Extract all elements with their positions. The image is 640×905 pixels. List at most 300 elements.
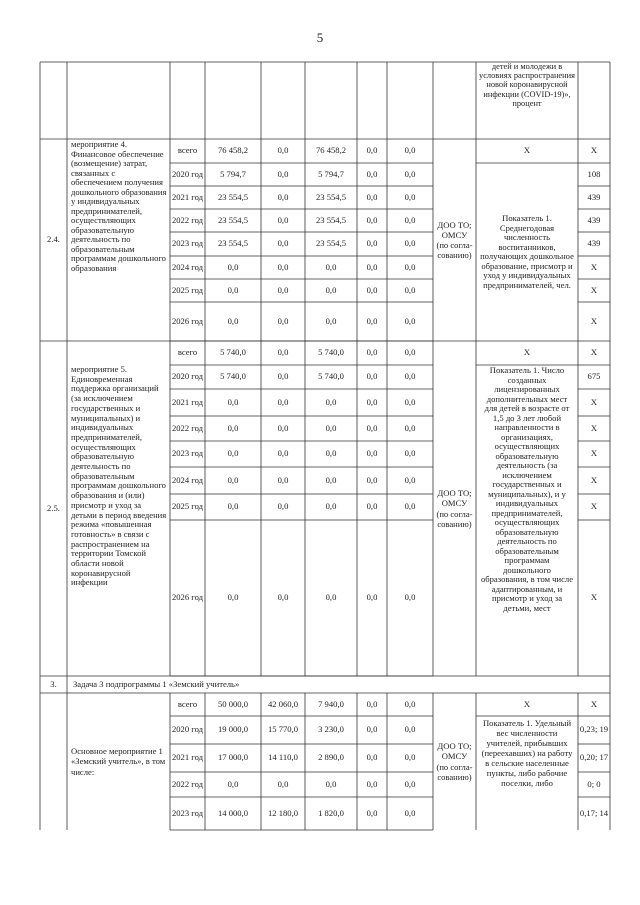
local-cell-text: 0,0 <box>366 261 378 272</box>
value-cell <box>578 341 610 365</box>
regional-cell-text: 0,0 <box>325 284 337 295</box>
regional-cell-text: 1 820,0 <box>318 807 344 818</box>
regional-cell <box>305 389 357 416</box>
indicator-x <box>476 693 578 716</box>
value-cell <box>578 232 610 256</box>
federal-cell <box>261 467 305 494</box>
row-number <box>40 341 67 676</box>
total-cell-text: 0,0 <box>227 592 239 603</box>
extra-cell <box>387 279 433 302</box>
federal-cell-text: 0,0 <box>277 778 289 789</box>
value-cell <box>578 441 610 467</box>
year-cell-text: 2026 год <box>171 315 204 326</box>
total-cell-text: 0,0 <box>227 261 239 272</box>
federal-cell-text: 0,0 <box>277 284 289 295</box>
federal-cell-text: 42 060,0 <box>267 698 299 709</box>
row-number <box>40 139 67 341</box>
extra-cell <box>387 797 433 830</box>
total-cell-text: 0,0 <box>227 315 239 326</box>
federal-cell <box>261 693 305 716</box>
federal-cell <box>261 772 305 797</box>
federal-cell <box>261 279 305 302</box>
indicator-text-cont-text: детей и молодежи в условиях распространения новой коронавирусной инфекции (COVID-19)», процент <box>479 62 575 108</box>
regional-cell-text: 2 890,0 <box>318 752 344 763</box>
year-cell-text: 2022 год <box>171 778 204 789</box>
total-cell-text: 5 740,0 <box>220 347 246 358</box>
regional-cell-text: 0,0 <box>325 448 337 459</box>
total-cell-text: 76 458,2 <box>217 145 249 156</box>
extra-cell <box>387 441 433 467</box>
executor-cell-text: ДОО ТО; ОМСУ (по согла-сованию) <box>436 741 473 782</box>
year-cell-text: 2022 год <box>171 214 204 225</box>
local-cell <box>357 797 387 830</box>
value-cell <box>578 389 610 416</box>
value-cell <box>578 520 610 676</box>
local-cell <box>357 279 387 302</box>
extra-cell <box>387 494 433 520</box>
total-cell <box>205 772 261 797</box>
value-cell-text: 0,23; 19 <box>579 724 609 735</box>
regional-cell-text: 23 554,5 <box>315 214 347 225</box>
year-cell-text: 2020 год <box>171 371 204 382</box>
total-cell <box>205 232 261 256</box>
regional-cell <box>305 693 357 716</box>
regional-cell <box>305 365 357 389</box>
regional-cell <box>305 232 357 256</box>
extra-cell <box>387 693 433 716</box>
local-cell-text: 0,0 <box>366 284 378 295</box>
regional-cell <box>305 256 357 279</box>
total-cell <box>205 139 261 163</box>
indicator-x-text: X <box>523 347 531 358</box>
year-cell-text: 2024 год <box>171 261 204 272</box>
local-cell-text: 0,0 <box>366 238 378 249</box>
extra-cell-text: 0,0 <box>404 284 416 295</box>
local-cell-text: 0,0 <box>366 371 378 382</box>
regional-cell <box>305 416 357 441</box>
year-cell-text: 2020 год <box>171 724 204 735</box>
value-cell-text: X <box>590 396 598 407</box>
federal-cell <box>261 186 305 209</box>
total-cell <box>205 797 261 830</box>
extra-cell <box>387 744 433 772</box>
total-cell-text: 0,0 <box>227 448 239 459</box>
year-cell-text: всего <box>177 698 198 709</box>
local-cell-text: 0,0 <box>366 752 378 763</box>
federal-cell-text: 0,0 <box>277 238 289 249</box>
year-cell <box>170 232 205 256</box>
regional-cell-text: 7 940,0 <box>318 698 344 709</box>
federal-cell-text: 0,0 <box>277 396 289 407</box>
total-cell-text: 0,0 <box>227 474 239 485</box>
total-cell-text: 17 000,0 <box>217 752 249 763</box>
local-cell <box>357 716 387 744</box>
year-cell <box>170 441 205 467</box>
local-cell <box>357 186 387 209</box>
total-cell <box>205 365 261 389</box>
year-cell <box>170 209 205 232</box>
federal-cell <box>261 494 305 520</box>
value-cell-text: X <box>590 315 598 326</box>
federal-cell-text: 0,0 <box>277 214 289 225</box>
local-cell-text: 0,0 <box>366 422 378 433</box>
measure-name <box>67 139 170 341</box>
extra-cell-text: 0,0 <box>404 422 416 433</box>
value-cell-text: X <box>590 145 598 156</box>
local-cell-text: 0,0 <box>366 396 378 407</box>
year-cell <box>170 693 205 716</box>
total-cell <box>205 256 261 279</box>
extra-cell-text: 0,0 <box>404 448 416 459</box>
extra-cell-text: 0,0 <box>404 191 416 202</box>
extra-cell-text: 0,0 <box>404 724 416 735</box>
regional-cell-text: 5 740,0 <box>318 371 344 382</box>
local-cell <box>357 209 387 232</box>
regional-cell-text: 0,0 <box>325 474 337 485</box>
value-cell-text: X <box>590 698 598 709</box>
federal-cell-text: 0,0 <box>277 474 289 485</box>
indicator-text-text: Показатель 1. Удельный вес численности учителей, прибывших (переехавших) на работу в сельские населенные пункты, либо рабочие поселки, либо <box>481 718 573 788</box>
year-cell <box>170 744 205 772</box>
total-cell <box>205 467 261 494</box>
local-cell <box>357 744 387 772</box>
local-cell-text: 0,0 <box>366 778 378 789</box>
federal-cell <box>261 256 305 279</box>
regional-cell-text: 5 740,0 <box>318 347 344 358</box>
total-cell-text: 50 000,0 <box>217 698 249 709</box>
value-cell <box>578 744 610 772</box>
value-cell-text: 439 <box>587 191 601 202</box>
value-cell <box>578 772 610 797</box>
page-number: 5 <box>316 30 324 45</box>
total-cell-text: 0,0 <box>227 501 239 512</box>
extra-cell-text: 0,0 <box>404 315 416 326</box>
value-cell-text: X <box>590 284 598 295</box>
indicator-text-text: Показатель 1. Среднегодовая численность воспитанников, получающих дошкольное образование, присмотр и уход у индивидуальных предпринимателей, чел. <box>480 213 574 290</box>
federal-cell-text: 12 180,0 <box>267 807 299 818</box>
regional-cell <box>305 716 357 744</box>
local-cell <box>357 389 387 416</box>
year-cell-text: 2023 год <box>171 238 204 249</box>
extra-cell <box>387 302 433 341</box>
total-cell-text: 0,0 <box>227 422 239 433</box>
value-cell <box>578 279 610 302</box>
year-cell <box>170 772 205 797</box>
extra-cell <box>387 772 433 797</box>
total-cell-text: 0,0 <box>227 396 239 407</box>
total-cell-text: 19 000,0 <box>217 724 249 735</box>
value-cell-text: 675 <box>587 371 601 382</box>
local-cell <box>357 302 387 341</box>
year-cell <box>170 139 205 163</box>
local-cell-text: 0,0 <box>366 347 378 358</box>
regional-cell-text: 0,0 <box>325 501 337 512</box>
federal-cell-text: 0,0 <box>277 315 289 326</box>
federal-cell <box>261 163 305 186</box>
regional-cell-text: 0,0 <box>325 592 337 603</box>
value-cell-text: 439 <box>587 238 601 249</box>
federal-cell <box>261 341 305 365</box>
extra-cell-text: 0,0 <box>404 474 416 485</box>
indicator-text <box>476 716 578 830</box>
measure-name-text: мероприятие 4. Финансовое обеспечение (возмещение) затрат, связанных с обеспечением получения дошкольного образования у индивидуальных предпринимателей, осуществляющих образовательную деятельность по образовательным программам дошкольного образования <box>71 139 167 273</box>
regional-cell-text: 0,0 <box>325 315 337 326</box>
local-cell-text: 0,0 <box>366 191 378 202</box>
year-cell-text: 2021 год <box>171 191 204 202</box>
year-cell-text: всего <box>177 347 198 358</box>
federal-cell <box>261 139 305 163</box>
extra-cell-text: 0,0 <box>404 371 416 382</box>
regional-cell-text: 23 554,5 <box>315 191 347 202</box>
total-cell-text: 23 554,5 <box>217 191 249 202</box>
extra-cell <box>387 716 433 744</box>
total-cell <box>205 279 261 302</box>
federal-cell <box>261 716 305 744</box>
task-title <box>67 676 610 693</box>
federal-cell <box>261 232 305 256</box>
extra-cell <box>387 416 433 441</box>
year-cell-text: 2025 год <box>171 284 204 295</box>
year-cell <box>170 279 205 302</box>
indicator-text-text: лицензированных дополнительных мест для детей в возрасте от 1,5 до 3 лет любой направленности в организациях, осуществляющих образовательную деятельность (за исключением государственных и муниципальных), и у индивидуальных предпринимателей, осуществляющих образовательную деятельность по образовательным программам дошкольного образования, в том числе адаптированным, и присмотр и уход за детьми, мест <box>480 384 574 613</box>
local-cell-text: 0,0 <box>366 698 378 709</box>
extra-cell-text: 0,0 <box>404 145 416 156</box>
total-cell-text: 23 554,5 <box>217 238 249 249</box>
federal-cell-text: 0,0 <box>277 191 289 202</box>
indicator-x <box>476 341 578 365</box>
regional-cell <box>305 797 357 830</box>
local-cell-text: 0,0 <box>366 168 378 179</box>
local-cell <box>357 520 387 676</box>
extra-cell <box>387 232 433 256</box>
extra-cell-text: 0,0 <box>404 592 416 603</box>
total-cell <box>205 744 261 772</box>
year-cell <box>170 797 205 830</box>
extra-cell-text: 0,0 <box>404 214 416 225</box>
local-cell-text: 0,0 <box>366 145 378 156</box>
total-cell <box>205 209 261 232</box>
year-cell <box>170 302 205 341</box>
federal-cell-text: 0,0 <box>277 347 289 358</box>
extra-cell-text: 0,0 <box>404 501 416 512</box>
extra-cell-text: 0,0 <box>404 698 416 709</box>
regional-cell-text: 3 230,0 <box>318 724 344 735</box>
value-cell <box>578 797 610 830</box>
federal-cell <box>261 209 305 232</box>
regional-cell <box>305 186 357 209</box>
row-number-text: 2.5. <box>47 502 60 513</box>
year-cell-text: 2020 год <box>171 168 204 179</box>
extra-cell <box>387 209 433 232</box>
regional-cell <box>305 139 357 163</box>
total-cell <box>205 716 261 744</box>
year-cell <box>170 520 205 676</box>
year-cell <box>170 467 205 494</box>
regional-cell-text: 23 554,5 <box>315 238 347 249</box>
extra-cell-text: 0,0 <box>404 778 416 789</box>
year-cell <box>170 163 205 186</box>
year-cell <box>170 716 205 744</box>
federal-cell-text: 15 770,0 <box>267 724 299 735</box>
indicator-text <box>476 365 578 676</box>
value-cell-text: 0,17; 14 <box>579 807 609 818</box>
value-cell <box>578 693 610 716</box>
extra-cell-text: 0,0 <box>404 347 416 358</box>
row-number <box>40 676 67 693</box>
federal-cell-text: 0,0 <box>277 448 289 459</box>
year-cell <box>170 494 205 520</box>
local-cell <box>357 341 387 365</box>
value-cell <box>578 163 610 186</box>
local-cell-text: 0,0 <box>366 474 378 485</box>
extra-cell <box>387 139 433 163</box>
local-cell <box>357 163 387 186</box>
total-cell-text: 14 000,0 <box>217 807 249 818</box>
total-cell-text: 23 554,5 <box>217 214 249 225</box>
local-cell <box>357 256 387 279</box>
extra-cell <box>387 341 433 365</box>
value-cell <box>578 302 610 341</box>
extra-cell-text: 0,0 <box>404 807 416 818</box>
extra-cell <box>387 365 433 389</box>
extra-cell <box>387 520 433 676</box>
extra-cell <box>387 186 433 209</box>
regional-cell <box>305 302 357 341</box>
total-cell <box>205 163 261 186</box>
value-cell <box>578 139 610 163</box>
regional-cell <box>305 341 357 365</box>
federal-cell <box>261 520 305 676</box>
regional-cell-text: 76 458,2 <box>315 145 347 156</box>
local-cell <box>357 365 387 389</box>
value-cell <box>578 494 610 520</box>
executor-cell <box>433 139 476 341</box>
total-cell-text: 0,0 <box>227 778 239 789</box>
measure-name-text: Основное мероприятие 1 «Земский учитель», в том числе: <box>71 745 166 777</box>
local-cell-text: 0,0 <box>366 448 378 459</box>
total-cell <box>205 186 261 209</box>
regional-cell <box>305 441 357 467</box>
federal-cell <box>261 797 305 830</box>
total-cell <box>205 520 261 676</box>
local-cell <box>357 494 387 520</box>
year-cell-text: 2023 год <box>171 807 204 818</box>
value-cell <box>578 467 610 494</box>
indicator-heading: Показатель 1. Число созданных <box>489 365 565 385</box>
value-cell-text: 0,20; 17 <box>579 752 609 763</box>
value-cell-text: X <box>590 474 598 485</box>
regional-cell <box>305 279 357 302</box>
value-cell <box>578 716 610 744</box>
federal-cell-text: 0,0 <box>277 168 289 179</box>
value-cell-text: X <box>590 592 598 603</box>
total-cell-text: 0,0 <box>227 284 239 295</box>
value-cell-text: 0; 0 <box>587 778 601 789</box>
regional-cell-text: 0,0 <box>325 778 337 789</box>
indicator-x <box>476 139 578 163</box>
extra-cell-text: 0,0 <box>404 238 416 249</box>
total-cell-text: 5 740,0 <box>220 371 246 382</box>
task-title-text: Задача 3 подпрограммы 1 «Земский учитель» <box>73 678 240 689</box>
executor-cell-text: ДОО ТО; ОМСУ (по согла-сованию) <box>436 219 473 261</box>
federal-cell-text: 0,0 <box>277 261 289 272</box>
total-cell <box>205 389 261 416</box>
federal-cell-text: 0,0 <box>277 592 289 603</box>
extra-cell <box>387 163 433 186</box>
local-cell <box>357 416 387 441</box>
local-cell-text: 0,0 <box>366 501 378 512</box>
regional-cell <box>305 209 357 232</box>
regional-cell-text: 0,0 <box>325 261 337 272</box>
value-cell-text: X <box>590 448 598 459</box>
local-cell <box>357 139 387 163</box>
regional-cell <box>305 467 357 494</box>
executor-cell <box>433 341 476 676</box>
federal-cell <box>261 365 305 389</box>
federal-cell-text: 0,0 <box>277 145 289 156</box>
local-cell <box>357 693 387 716</box>
federal-cell <box>261 441 305 467</box>
year-cell-text: 2025 год <box>171 501 204 512</box>
value-cell-text: 108 <box>587 168 601 179</box>
year-cell-text: 2026 год <box>171 592 204 603</box>
total-cell <box>205 302 261 341</box>
indicator-x-text: X <box>523 145 531 156</box>
extra-cell <box>387 467 433 494</box>
extra-cell <box>387 256 433 279</box>
local-cell-text: 0,0 <box>366 214 378 225</box>
local-cell <box>357 232 387 256</box>
year-cell <box>170 256 205 279</box>
local-cell-text: 0,0 <box>366 807 378 818</box>
regional-cell <box>305 494 357 520</box>
federal-cell-text: 0,0 <box>277 422 289 433</box>
federal-cell-text: 14 110,0 <box>268 752 298 763</box>
year-cell <box>170 341 205 365</box>
year-cell <box>170 416 205 441</box>
local-cell-text: 0,0 <box>366 592 378 603</box>
regional-cell-text: 5 794,7 <box>318 168 344 179</box>
value-cell-text: X <box>590 422 598 433</box>
federal-cell <box>261 744 305 772</box>
extra-cell <box>387 389 433 416</box>
year-cell-text: 2023 год <box>171 448 204 459</box>
federal-cell-text: 0,0 <box>277 501 289 512</box>
total-cell-text: 5 794,7 <box>220 168 246 179</box>
value-cell-text: 439 <box>587 214 601 225</box>
row-number-text: 3. <box>50 678 57 689</box>
year-cell-text: 2021 год <box>171 752 204 763</box>
value-cell <box>578 365 610 389</box>
indicator-text <box>476 163 578 341</box>
year-cell-text: всего <box>177 145 198 156</box>
extra-cell-text: 0,0 <box>404 396 416 407</box>
extra-cell-text: 0,0 <box>404 752 416 763</box>
regional-cell <box>305 744 357 772</box>
total-cell <box>205 693 261 716</box>
extra-cell-text: 0,0 <box>404 168 416 179</box>
indicator-x-text: X <box>523 698 531 709</box>
local-cell <box>357 467 387 494</box>
local-cell <box>357 772 387 797</box>
indicator-text-cont <box>476 62 578 139</box>
measure-name <box>67 693 170 830</box>
regional-cell-text: 0,0 <box>325 396 337 407</box>
year-cell-text: 2021 год <box>171 396 204 407</box>
executor-cell-text: ДОО ТО; ОМСУ (по согла-сованию) <box>436 488 473 529</box>
regional-cell <box>305 163 357 186</box>
value-cell <box>578 186 610 209</box>
